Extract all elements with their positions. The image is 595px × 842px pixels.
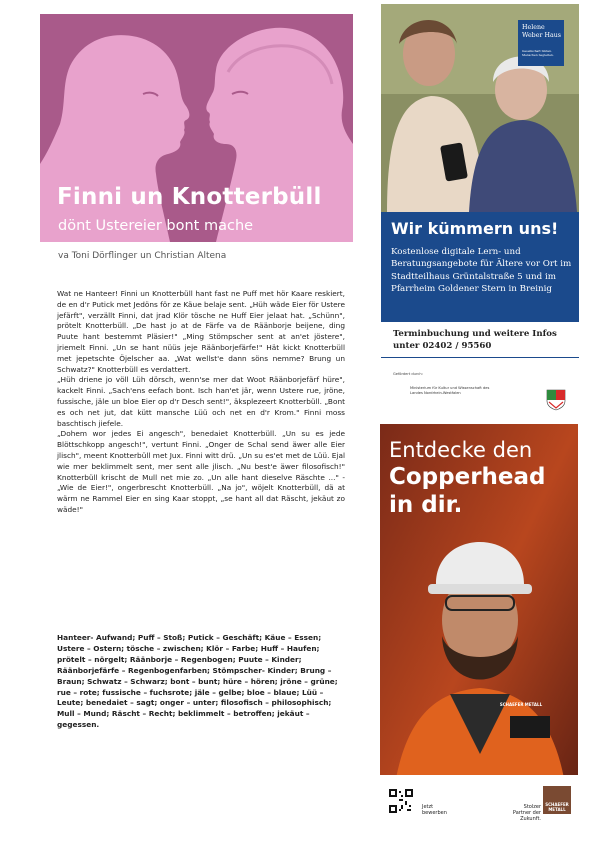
vest-logo: SCHAEFER METALL xyxy=(499,702,543,707)
article-paragraph: „Dohem wor jedes Ei angesch", benedaiet Knotterbüll. „Un su es jede Blöttschkopp angesch!", vertunt Finni. „Onger de Schal send äwer alle Eier jlisch", meent Knotterbüll met Jux. Finni witt drü. „Un su es'et met de Lüü. Ejal wie mer beklimmelt sent, mer sent alle jlisch. „Nu best'e äwer filosofisch!" Knotterbüll krischt de Mull net mie zo. „Un alle hant dieselve Räschte ..." - „Wie de Eier!", ongerbrescht Knotterbüll. „Na jo", wöjelt Knotterbüll, dä at wärm ne Rammel Eier en sing Kaar stoppt, „se hant all dat Räscht, jekäut zo wäde!" xyxy=(57,429,345,514)
page-subtitle: dönt Ustereier bont mache xyxy=(58,218,254,234)
divider xyxy=(381,357,579,358)
glossary: Hanteer- Aufwand; Puff – Stoß; Putick – Geschäft; Käue – Essen; Ustere – Ostern; tösche – zwischen; Klör – Farbe; Huff – Haufen; prötelt – nörgelt; Räänborje – Regenbogen; Puute – Kinder; Räänborjefärfe – Regenbogenfarben; Stömpscher- Kinder; Brung – Braun; Schwatz – Schwarz; bont – bunt; hüre – hören; jröne – grüne; rue – rote; fussische – fuchsrote; jäle – gelbe; bloe – blaue; Lüü – Leute; benedaiet – sagt; onger – unter; filosofisch – philosophisch; Mull – Mund; Räscht – Recht; beklimmelt – betroffen; jekäut – gegessen. xyxy=(57,633,338,730)
helene-weber-haus-logo: Helene Weber Haus Gesellschaft bilden. Menschen begleiten. xyxy=(518,20,564,66)
ad-seniors-booking: Terminbuchung und weitere Infos unter 02402 / 95560 xyxy=(393,329,557,351)
page-title: Finni un Knotterbüll xyxy=(57,184,322,210)
apply-now-link[interactable]: Jetzt bewerben xyxy=(422,804,447,816)
funded-by-label: Gefördert durch: xyxy=(393,372,423,376)
byline: va Toni Dörflinger un Christian Altena xyxy=(58,251,227,261)
header-banner xyxy=(40,14,353,242)
article-paragraph: Wat ne Hanteer! Finni un Knotterbüll hant fast ne Puff met hör Kaare reskiert, de en d'r Putick met Jedöns för ze Käue belaje sent. „Hüh wäde Eier för Ustere jefärft", verzällt Finni, dat jrad Klör tösche ne Huff Eier jelaat hat. „Schünn", prötelt Knotterbüll. „De hast jo at de Färfe va de Räänborje beijene, ding Puute hant bestemmt Pläsier!" „Ming Stömpscher sent at an'et jöstere", jriemelt Finni. „Un se hant nüüs jeje Räänborjefärfe!" Hät kickt Knotterbüll met jepetschte Öjelscher aa. „Wat wellst'e dann söns nemme? Brung un Schwatz?" Knotterbüll es verdattert. xyxy=(57,289,345,374)
schaefer-metall-label: SCHAEFER METALL xyxy=(545,802,569,812)
nrw-crest-icon xyxy=(546,389,566,411)
ad-copperhead-line3: in dir. xyxy=(389,492,463,518)
man-profile xyxy=(40,35,189,242)
qr-code-icon[interactable] xyxy=(388,788,414,814)
ad-copperhead-line1: Entdecke den xyxy=(389,438,533,462)
ad-seniors-headline: Wir kümmern uns! xyxy=(391,219,559,238)
ad-copperhead-line2: Copperhead xyxy=(389,464,546,490)
ad-seniors-body: Kostenlose digitale Lern- und Beratungsangebote für Ältere vor Ort im Stadtteilhaus Grüntalstraße 5 und im Pfarrheim Goldener Stern in Breinig xyxy=(391,247,572,295)
ministry-label: Ministerium für Kultur und Wissenschaft des Landes Nordrhein-Westfalen xyxy=(410,386,490,395)
article-body xyxy=(57,289,345,516)
slogan: Stolzer Partner der Zukunft. xyxy=(512,804,541,822)
article-paragraph: „Hüh driene jo völl Lüh dörsch, wenn'se mer dat Woot Räänborjefärf hüre", kackelt Finni. „Sach'ens eefach bont. Isch han'et jär, wenn Ustere rue, jröne, fussische, jäle un bloe Eier op d'r Desch sent!", äksplezeert Knotterbüll. „Bont es och net jut, dat kütt mansche Lüü och net en d'r Krom." Finni moss baschtisch jiefele. xyxy=(57,375,345,428)
